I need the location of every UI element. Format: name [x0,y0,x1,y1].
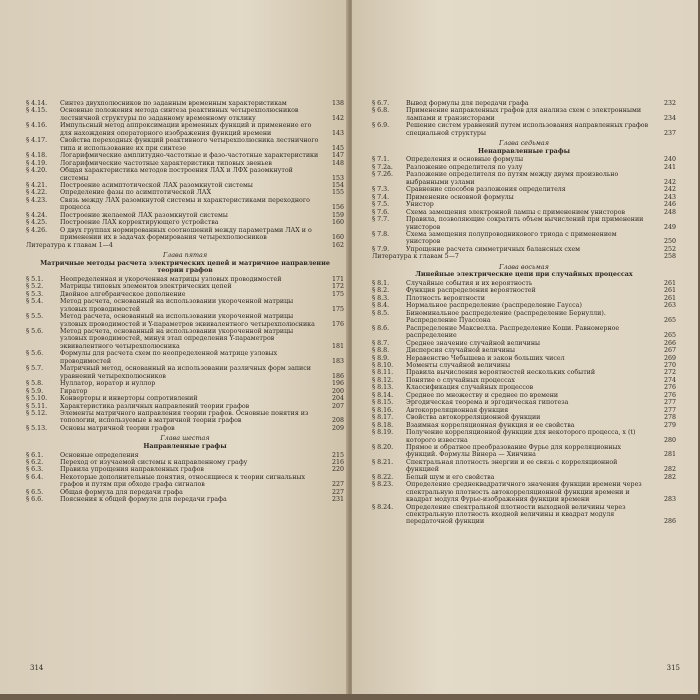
section-title: Унистор [406,201,434,209]
section-title: Схема замещения полупроводникового триода с применением унисторов [406,230,617,246]
section-number: § 4.26. [26,226,48,234]
section-number: § 8.24. [372,503,394,511]
toc-entry [26,388,344,395]
toc-entry [26,298,344,313]
toc-entry [372,407,676,414]
toc-entry [372,429,676,444]
section-number: § 4.19. [26,159,48,167]
toc-entry [26,365,344,380]
section-page: 240 [663,156,676,164]
section-number: § 4.24. [26,211,48,219]
toc-entry [372,474,676,481]
toc-entry [26,459,344,466]
section-title: Синтез двухполюсников по заданным временным характеристикам [60,100,287,107]
section-number: § 5.6. [26,328,44,336]
section-title: Случайные события и их вероятность [406,279,533,287]
section-page: 153 [331,174,344,182]
section-number: § 8.16. [372,406,394,414]
section-number: § 7.6. [372,208,390,216]
section-page: 272 [663,369,676,377]
section-number: § 8.7. [372,339,390,347]
section-number: § 7.2а. [372,163,393,171]
section-number: § 8.20. [372,443,394,451]
section-number: § 6.5. [26,488,44,496]
section-page: 278 [663,414,676,422]
section-page: 252 [663,245,676,253]
section-page: 265 [663,317,676,325]
toc-entry [26,395,344,402]
section-page: 143 [331,129,344,137]
section-title: Характеристика различных направлений теории графов [60,402,250,410]
section-title: Разложение определителя по узлу [406,163,523,171]
section-title: Распределение Максвелла. Распределение Коши. Равномерное распределение [406,324,620,340]
section-page: 237 [663,129,676,137]
section-number: § 8.18. [372,421,394,429]
toc-chapter-7 [372,156,676,253]
toc-entry [372,481,676,503]
section-title: Определение фазы по асимптотической ЛАХ [60,189,212,197]
toc-entry [26,152,344,159]
section-number: § 8.10. [372,361,394,369]
section-page: 227 [331,488,344,496]
toc-entry [372,156,676,163]
toc-entry [372,325,676,340]
section-number: § 8.12. [372,376,394,384]
section-page: 279 [663,421,676,429]
toc-entry [26,219,344,226]
section-page: 241 [663,163,676,171]
toc-entry [372,459,676,474]
toc-entry [372,340,676,347]
section-page: 138 [331,100,344,107]
section-title: Нуллатор, норатор и нуллор [60,380,156,388]
section-number: § 6.2. [26,459,44,466]
section-title: Метод расчета, основанный на использовании укороченной матрицы узловых проводимостей [60,298,294,313]
section-number: § 7.2б. [372,171,393,179]
toc-entry [26,350,344,365]
section-number: § 4.20. [26,167,48,175]
section-title: Биноминальное распределение (распределение Бернулли). Распределение Пуассона [406,309,606,325]
toc-entry [26,189,344,196]
section-number: § 8.1. [372,279,390,287]
toc-chapter-5 [26,276,344,433]
section-number: § 6.1. [26,451,44,459]
section-title: Основы матричной теории графов [60,424,175,432]
section-number: § 7.3. [372,186,390,194]
toc-entry [372,422,676,429]
section-page: 276 [663,384,676,392]
section-title: Метод расчета, основанный на использовании укороченной матрицы узловых проводимостей и Y-параметров эквивалентного четырехполюсника [60,313,315,328]
section-number: § 6.6. [26,496,44,504]
section-title: Свойства автокорреляционной функции [406,414,541,422]
toc-entry [372,355,676,362]
toc-entry [26,403,344,410]
section-title: Белый шум и его свойства [406,473,495,481]
toc-entry [372,362,676,369]
section-number: § 8.17. [372,414,394,422]
section-page: 242 [663,186,676,194]
section-page: 281 [663,451,676,459]
section-title: Функция распределения вероятностей [406,287,536,295]
section-number: § 7.4. [372,193,390,201]
section-number: § 8.8. [372,347,390,355]
section-title: Решение систем уравнений путем использования направленных графов специальной структуры [406,122,649,137]
section-page: 196 [331,380,344,388]
toc-entry [372,194,676,201]
section-page: 207 [331,402,344,410]
toc-entry [26,182,344,189]
section-page: 159 [331,211,344,219]
toc-entry [26,107,344,122]
section-number: § 5.8. [26,380,44,388]
section-number: § 8.9. [372,354,390,362]
section-title: Среднее значение случайной величины [406,339,541,347]
section-number: § 8.4. [372,302,390,310]
section-page: 220 [331,466,344,474]
section-title: Упрощение расчета симметричных балансных схем [406,245,581,253]
toc-entry [372,171,676,186]
section-title: Некоторые дополнительные понятия, относящиеся к теории сигнальных графов и путям при обходе графа сигналов [60,473,305,489]
section-title: Неопределенная и укороченная матрицы узловых проводимостей [60,275,282,283]
toc-entry [26,160,344,167]
section-number: § 5.11. [26,402,48,410]
section-number: § 8.6. [372,324,390,332]
toc-entry [26,496,344,503]
section-page: 277 [663,399,676,407]
section-number: § 4.22. [26,189,48,197]
section-title: Метод расчета, основанный на использовании укороченной матрицы узловых проводимостей, минуя этап определения Y-параметров эквивалентного четырехполюсника [60,328,294,350]
section-page: 148 [331,159,344,167]
section-title: Эргодическая теорема и эргодическая гипотеза [406,399,569,407]
toc-entry [372,201,676,208]
section-page: 263 [663,302,676,310]
section-number: § 4.18. [26,152,48,160]
toc-right-top [372,100,676,137]
section-page: 209 [331,424,344,432]
section-title: Взаимная корреляционная функция и ее свойства [406,421,575,429]
toc-entry [26,466,344,473]
section-title: Свойства переходных функций реактивного четырехполюсника лестничного типа и использование их при синтезе [60,137,319,152]
toc-entry [372,231,676,246]
section-title: Пояснения к общей формуле для передачи графа [60,496,227,504]
section-number: § 6.4. [26,473,44,481]
section-title: Двойное алгебраическое дополнение [60,290,186,298]
section-title: Определения и основные формулы [406,156,524,164]
section-number: § 8.13. [372,384,394,392]
toc-entry [372,384,676,391]
literature-entry: Литература к главам 5—7 258 [372,253,676,261]
section-page: 227 [331,481,344,489]
section-number: § 6.3. [26,466,44,474]
section-number: § 4.15. [26,107,48,115]
section-page: 200 [331,387,344,395]
section-title: Связь между ЛАХ разомкнутой системы и характеристиками переходного процесса [60,196,310,212]
section-title: Моменты случайной величины [406,361,511,369]
section-number: § 4.16. [26,122,48,130]
section-page: 183 [331,357,344,365]
section-number: § 6.7. [372,100,390,107]
toc-entry [26,410,344,425]
left-page [0,0,348,694]
section-page: 156 [331,204,344,212]
section-number: § 8.15. [372,399,394,407]
section-page: 261 [663,287,676,295]
section-title: Получение корреляционной функции для некоторого процесса, x (t) которого известна [406,429,636,444]
section-number: § 5.6. [26,350,44,358]
section-title: Основные положения метода синтеза реактивных четырехполюсников лестничной структуры по заданному временному отклику [60,107,299,122]
section-title: Нормальное распределение (распределение Гаусса) [406,302,582,310]
toc-entry [372,246,676,253]
section-number: § 4.21. [26,181,48,189]
section-page: 171 [331,275,344,283]
section-number: § 7.5. [372,201,390,209]
section-title: Вывод формулы для передачи графа [406,100,529,107]
section-page: 175 [331,290,344,298]
toc-entry [26,474,344,489]
section-title: Определение среднеквадратичного значения функции времени через спектральную плотность автокорреляционной функции времени и квадрат модуля Фурье-изображения функции времени [406,481,642,504]
toc-entry [372,399,676,406]
toc-entry [372,287,676,294]
section-number: § 8.2. [372,287,390,295]
section-page: 283 [663,496,676,504]
toc-entry [372,392,676,399]
section-page: 261 [663,279,676,287]
section-page: 186 [331,372,344,380]
section-page: 269 [663,354,676,362]
section-number: § 5.9. [26,387,44,395]
section-title: Построение ЛАХ корректирующего устройства [60,219,219,227]
section-title: Построение асимптотической ЛАХ разомкнутой системы [60,181,253,189]
toc-entry [26,197,344,212]
section-title: Логарифмические частотные характеристики типовых звеньев [60,159,272,167]
section-page: 234 [663,114,676,122]
section-title: Применение основной формулы [406,193,514,201]
section-title: Понятие о случайных процессах [406,376,515,384]
section-page: 172 [331,283,344,291]
section-number: § 4.25. [26,219,48,227]
section-title: Элементы матричного направления теории графов. Основные понятия из топологии, используемые в матричной теории графов [60,410,309,425]
toc-chapter-6 [26,452,344,504]
section-page: 145 [331,144,344,152]
section-number: § 4.23. [26,196,48,204]
section-title: Применение направленных графов для анализа схем с электронными лампами и транзисторами [406,107,642,122]
toc-entry [372,280,676,287]
section-page: 286 [663,518,676,526]
section-number: § 8.19. [372,429,394,437]
section-page: 160 [331,234,344,242]
section-title: Импульсный метод аппроксимации временных функций и применение его для нахождения операторного изображения функций времени [60,122,312,137]
section-title: Матричный метод, основанный на использовании различных форм записи уравнений четырехполюсников [60,365,311,380]
toc-entry [26,276,344,283]
section-page: 142 [331,114,344,122]
section-title: Правила, позволяющие сократить объем вычислений при применении унисторов [406,216,644,231]
section-page: 204 [331,395,344,403]
section-title: Дисперсия случайной величины [406,347,516,355]
section-title: Разложение определителя по путям между двумя произвольно выбранными узлами [406,171,619,186]
toc-entry [26,212,344,219]
section-page: 231 [331,496,344,504]
section-page: 208 [331,417,344,425]
section-number: § 6.9. [372,122,390,130]
section-number: § 7.8. [372,230,390,238]
section-page: 248 [663,208,676,216]
section-number: § 8.23. [372,481,394,489]
chapter-heading: Глава восьмая Линейные электрические цепи при случайных процессах [415,262,633,279]
section-title: Классификация случайных процессов [406,384,534,392]
toc-entry [372,209,676,216]
literature-entry: Литература к главам 1—4 162 [26,241,344,249]
section-title: Плотность вероятности [406,294,485,302]
toc-entry [372,504,676,526]
section-title: Определение спектральной плотности выходной величины через спектральную плотность входной величины и квадрат модуля передаточной функции [406,503,626,526]
section-title: О двух группах нормированных соотношений между параметрами ЛАХ и о применении их в задачах формирования четырехполюсников [60,226,312,242]
section-number: § 7.1. [372,156,390,164]
section-title: Построение желаемой ЛАХ разомкнутой системы [60,211,228,219]
section-page: 154 [331,181,344,189]
toc-entry [372,302,676,309]
section-page: 249 [663,223,676,231]
section-number: § 6.8. [372,107,390,115]
section-page: 266 [663,339,676,347]
section-page: 175 [331,305,344,313]
toc-entry [372,414,676,421]
section-title: Схема замещения электронной лампы с применением унисторов [406,208,626,216]
section-number: § 5.1. [26,275,44,283]
toc-entry [26,283,344,290]
section-page: 274 [663,376,676,384]
section-title: Матрицы типовых элементов электрических цепей [60,283,232,291]
section-title: Правила вычисления вероятностей нескольких событий [406,369,596,377]
toc-chapter-8 [372,280,676,526]
toc-entry [372,164,676,171]
toc-entry [26,122,344,137]
toc-left-top [26,100,344,242]
section-title: Основные определения [60,451,139,459]
toc-entry [372,295,676,302]
section-title: Среднее по множеству и среднее по времени [406,391,559,399]
section-title: Логарифмические амплитудно-частотные и фазо-частотные характеристики [60,152,319,160]
section-number: § 5.5. [26,313,44,321]
toc-entry [26,291,344,298]
section-page: 276 [663,391,676,399]
section-page: 282 [663,473,676,481]
section-number: § 8.3. [372,294,390,302]
section-number: § 7.9. [372,245,390,253]
toc-entry [26,328,344,350]
toc-entry [372,369,676,376]
section-number: § 5.12. [26,410,48,417]
toc-entry [26,137,344,152]
section-page: 215 [331,451,344,459]
section-number: § 5.7. [26,365,44,373]
section-number: § 4.17. [26,137,48,145]
section-page: 261 [663,294,676,302]
section-page: 270 [663,361,676,369]
section-number: § 5.13. [26,424,48,432]
section-number: § 5.3. [26,290,44,298]
section-page: 242 [663,178,676,186]
section-title: Правила упрощения направленных графов [60,466,204,474]
section-title: Сравнение способов разложения определителя [406,186,566,194]
chapter-heading: Глава седьмая Ненаправленные графы [478,139,570,155]
section-page: 243 [663,193,676,201]
toc-entry [372,347,676,354]
section-page: 280 [663,436,676,444]
section-number: § 5.4. [26,298,44,306]
section-page: 181 [331,342,344,350]
toc-entry [26,313,344,328]
section-page: 160 [331,219,344,227]
toc-entry [372,216,676,231]
page-number: 315 [666,664,680,672]
section-page: 155 [331,189,344,197]
toc-entry [372,186,676,193]
toc-entry [372,310,676,325]
section-page: 232 [663,100,676,107]
toc-entry [372,377,676,384]
section-number: § 5.2. [26,283,44,291]
toc-entry [26,425,344,432]
section-number: § 7.7. [372,216,390,224]
toc-entry [372,100,676,107]
page-number: 314 [30,664,44,672]
section-number: § 8.22. [372,473,394,481]
section-page: 267 [663,347,676,355]
section-page: 176 [331,320,344,328]
toc-entry [372,444,676,459]
toc-entry [372,122,676,137]
toc-entry [26,452,344,459]
toc-entry [26,167,344,182]
toc-entry [372,107,676,122]
section-page: 277 [663,406,676,414]
section-title: Спектральная плотность энергии и ее связь с корреляционной функцией [406,458,618,474]
section-title: Общая характеристика методов построения ЛАХ и ЛФХ разомкнутой системы [60,167,293,182]
toc-entry [26,100,344,107]
section-page: 216 [331,459,344,466]
section-title: Конверторы и инверторы сопротивлений [60,395,198,403]
section-page: 246 [663,201,676,209]
section-title: Формулы для расчета схем по неопределенной матрице узловых проводимостей [60,350,278,365]
section-title: Переход от изучаемой системы к направленному графу [60,459,248,466]
chapter-heading: Глава пятая Матричные методы расчета электрических цепей и матричное направление теории графов [40,251,330,275]
section-title: Неравенство Чебышева и закон больших чисел [406,354,565,362]
section-number: § 4.14. [26,100,48,107]
section-number: § 8.5. [372,309,390,317]
section-number: § 5.10. [26,395,48,403]
section-title: Общая формула для передачи графа [60,488,183,496]
section-number: § 8.14. [372,391,394,399]
right-page [352,0,698,694]
section-page: 282 [663,466,676,474]
section-number: § 8.21. [372,458,394,466]
section-number: § 8.11. [372,369,394,377]
section-title: Прямое и обратное преобразование Фурье для корреляционных функций. Формулы Винера — Хинчина [406,443,622,459]
section-title: Автокорреляционная функция [406,406,509,414]
section-page: 265 [663,332,676,340]
toc-entry [26,489,344,496]
toc-entry [26,227,344,242]
section-page: 147 [331,152,344,160]
section-page: 250 [663,238,676,246]
chapter-heading: Глава шестая Направленные графы [143,434,227,450]
section-title: Гиратор [60,387,88,395]
toc-entry [26,380,344,387]
